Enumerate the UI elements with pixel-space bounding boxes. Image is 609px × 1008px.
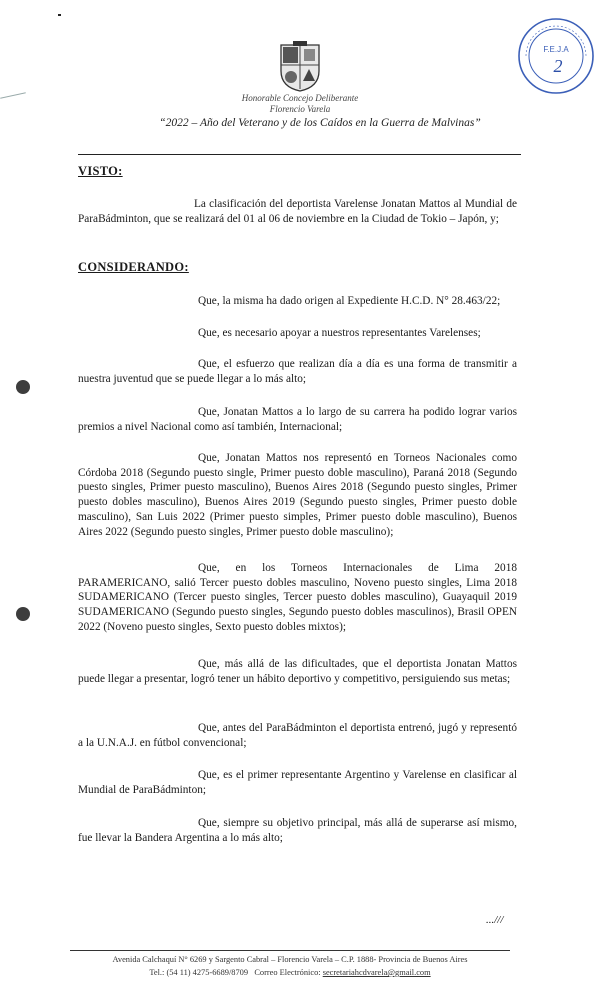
considerando-paragraph	[78, 816, 517, 845]
visto-heading: VISTO:	[78, 164, 123, 178]
visto-paragraph	[78, 197, 517, 226]
scan-edge-line	[0, 92, 26, 98]
considerando-paragraph	[78, 294, 517, 309]
footer-address: Avenida Calchaquí N° 6269 y Sargento Cabral – Florencio Varela – C.P. 1888- Provincia de Buenos Aires	[112, 955, 468, 964]
considerando-paragraph	[78, 561, 517, 635]
scan-mark	[58, 14, 61, 16]
seal-label: F.E.J.A	[543, 45, 569, 54]
considerando-paragraph	[78, 768, 517, 797]
city-name: Florencio Varela	[269, 104, 331, 114]
considerando-paragraph	[78, 657, 517, 686]
header-divider	[78, 154, 521, 155]
institution-name: Honorable Concejo Deliberante	[241, 93, 359, 103]
footer-email-link[interactable]: secretariahcdvarela@gmail.com	[322, 968, 431, 977]
visto-text: La clasificación del deportista Varelense Jonatan Mattos al Mundial de ParaBádminton, que se realizará del 01 al 06 de noviembre en la Ciudad de Tokio – Japón, y;	[78, 198, 517, 225]
official-stamp-seal	[516, 16, 596, 96]
considerando-text: Que, es el primer representante Argentino y Varelense en clasificar al Mundial de ParaBádminton;	[78, 769, 517, 796]
considerando-text: Que, Jonatan Mattos nos representó en Torneos Nacionales como Córdoba 2018 (Segundo puesto single, Primer puesto doble masculino), Paraná 2018 (Segundo puesto singles, Primer puesto masculino), Buenos Aires 2018 (Segundo puesto singles, Primer puesto dobles masculino), Buenos Aires 2019 (Segundo puesto singles, Primer puesto doble masculino), San Luis 2022 (Primer puesto simples, Primer puesto doble masculino), Buenos Aires 2022 (Segundo puesto singles, Primer puesto doble masculino);	[78, 452, 517, 538]
considerando-text: Que, más allá de las dificultades, que el deportista Jonatan Mattos puede llegar a presentar, logró tener un hábito deportivo y competitivo, persiguiendo sus metas;	[78, 658, 517, 685]
considerando-paragraph	[78, 357, 517, 386]
considerando-text: Que, siempre su objetivo principal, más allá de superarse así mismo, fue llevar la Bandera Argentina a lo más alto;	[78, 817, 517, 844]
considerando-paragraph	[78, 405, 517, 434]
footer-contact	[70, 968, 510, 977]
year-motto: “2022 – Año del Veterano y de los Caídos en la Guerra de Malvinas”	[159, 117, 481, 129]
binder-hole	[16, 607, 30, 621]
considerando-heading: CONSIDERANDO:	[78, 260, 189, 274]
seal-number: 2	[553, 56, 563, 76]
municipal-crest-logo	[277, 41, 323, 93]
continuation-mark: ...///	[486, 914, 504, 926]
considerando-paragraph	[78, 326, 517, 341]
considerando-text: Que, antes del ParaBádminton el deportista entrenó, jugó y representó a la U.N.A.J. en fútbol convencional;	[78, 722, 517, 749]
considerando-paragraph	[78, 721, 517, 750]
considerando-text: Que, el esfuerzo que realizan día a día es una forma de transmitir a nuestra juventud que se puede llegar a lo más alto;	[78, 358, 517, 385]
footer-email-label: Correo Electrónico:	[254, 968, 321, 977]
considerando-text: Que, la misma ha dado origen al Expediente H.C.D. N° 28.463/22;	[198, 295, 501, 307]
considerando-text: Que, es necesario apoyar a nuestros representantes Varelenses;	[198, 327, 481, 339]
footer-divider	[70, 950, 510, 951]
considerando-paragraph	[78, 451, 517, 539]
footer-phone: Tel.: (54 11) 4275-6689/8709	[149, 968, 249, 977]
considerando-text: Que, Jonatan Mattos a lo largo de su carrera ha podido lograr varios premios a nivel Nacional como así también, Internacional;	[78, 406, 517, 433]
considerando-text: Que, en los Torneos Internacionales de Lima 2018 PARAMERICANO, salió Tercer puesto dobles masculino, Noveno puesto singles, Lima 2018 SUDAMERICANO (Tercer puesto singles, Tercer puesto dobles masculino), Guayaquil 2019 SUDAMERICANO (Segundo puesto singles, Segundo puesto dobles masculinos), Brasil OPEN 2022 (Noveno puesto singles, Sexto puesto dobles mixtos);	[78, 562, 517, 633]
binder-hole	[16, 380, 30, 394]
